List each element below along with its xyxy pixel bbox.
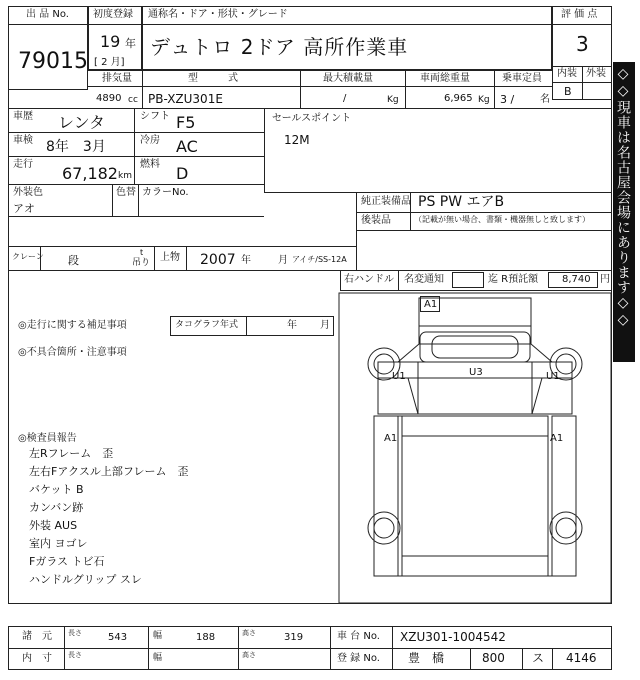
recycle-amount: 8,740 [562,274,591,285]
ac: AC [176,137,198,156]
inspection: 8年 3月 [46,139,106,155]
score-value: 3 [576,32,589,56]
oem-equipment-label: 純正装備品 [361,196,411,207]
damage-mark: U1 [392,371,406,382]
length-label: 長さ [68,629,82,637]
damage-mark: A1 [384,433,398,444]
interior-dims-label: 内 寸 [22,653,52,664]
damage-mark: U1 [546,371,560,382]
tachograph-label: タコグラフ年式 [175,320,239,330]
history: レンタ [58,113,105,132]
model-label: 通称名・ドア・形状・グレード [148,9,288,20]
registration-label: 登 録 No. [337,653,380,664]
fuel-label: 燃料 [140,159,160,170]
vehicle-diagram [338,292,612,604]
reg-month: [ 2 月] [94,57,125,68]
crane-stage: 段 [68,254,79,267]
dimensions-label: 諸 元 [22,631,52,642]
lot-number: 79015 [18,49,88,74]
mileage: 67,182 [62,164,118,183]
report-line: カンバン跡 [29,501,84,514]
registration-class: 800 [482,651,505,665]
yen-unit: 円 [600,274,610,285]
exterior-grade-label: 外装 [586,68,606,79]
interior-length-label: 長さ [68,651,82,659]
damage-mark: A1 [550,433,564,444]
recycle-label: 迄 R預託額 [488,274,539,285]
max-load-label: 最大積載量 [323,73,373,84]
first-reg-label: 初度登録 [93,9,133,20]
lift-year: 2007 [200,252,236,268]
crane-hang: 吊り [132,258,151,268]
sales-point-label: セールスポイント [272,113,352,124]
height-label: 高さ [242,629,256,637]
registration-kana: ス [532,651,545,665]
mileage-unit: km [118,171,132,181]
name-change-label: 名変通知 [404,274,444,285]
lot-label: 出 品 No. [26,9,69,20]
lift-month-unit: 月 [278,255,288,266]
driving-notes-label: ◎走行に関する補足事項 [18,320,127,331]
ac-label: 冷房 [140,135,160,146]
report-line: 左Rフレーム 歪 [29,447,114,460]
crane-label: クレーン [12,252,44,261]
damage-mark: U3 [469,367,483,378]
report-line: 室内 ヨゴレ [29,537,88,550]
report-line: Fガラス トビ石 [29,555,105,568]
report-line: 外装 AUS [29,519,78,532]
aftermarket-label: 後装品 [361,215,391,226]
chassis-label: 車 台 No. [337,631,380,642]
history-label: 車歴 [13,111,33,122]
width-value: 188 [196,632,216,643]
tachograph-month-unit: 月 [320,320,330,331]
shift-label: シフト [140,111,170,122]
gross-weight-label: 車両総重量 [420,73,470,84]
interior-grade: B [564,85,572,98]
length-value: 543 [108,632,128,643]
model-type: PB-XZU301E [148,92,223,106]
registration-number: 4146 [566,651,597,665]
height-value: 319 [284,632,304,643]
max-load: / [343,93,347,104]
location-banner-text: ◇◇現車は名古屋会場にあります◇◇ [615,66,631,329]
lift-model: アイチ/SS-12A [292,255,347,264]
sales-point: 12M [284,133,310,147]
type-label: 型 式 [188,73,238,84]
lift-year-unit: 年 [241,255,251,266]
defects-label: ◎不具合箇所・注意事項 [18,347,127,358]
reg-year-unit: 年 [125,37,136,50]
score-label: 評 価 点 [561,9,598,20]
tachograph-year-unit: 年 [287,320,297,331]
inspection-label: 車検 [13,135,33,146]
aftermarket-note: （記載が無い場合、書類・機器無しと致します） [414,215,590,224]
capacity-label: 乗車定員 [502,73,542,84]
report-line: ハンドルグリップ スレ [29,573,142,586]
fuel: D [176,164,189,183]
displacement: 4890 [96,93,122,104]
registration-region: 豊 橋 [408,651,445,665]
shift: F5 [176,113,196,132]
capacity: 3 / [500,93,515,106]
interior-grade-label: 内装 [557,68,577,79]
exterior-color: アオ [13,202,35,215]
model-name: デュトロ 2ドア 高所作業車 [150,35,409,59]
lift-label: 上物 [160,252,180,263]
right-handle: 右ハンドル [344,274,394,285]
report-line: バケット B [29,483,84,496]
max-load-unit: Kg [387,95,399,105]
chassis-number: XZU301-1004542 [400,630,506,644]
color-change-label: カラーNo. [142,187,189,198]
name-change-box [452,272,484,288]
mileage-label: 走行 [13,159,33,170]
oem-equipment: PS PW エアB [418,194,505,210]
width-label: 幅 [153,631,163,641]
gross-weight: 6,965 [444,93,473,104]
cc-unit: cc [128,95,138,105]
capacity-unit: 名 [540,94,550,105]
report-line: 左右Fアクスル上部フレーム 歪 [29,465,189,478]
reg-year: 19 [100,32,121,51]
interior-width-label: 幅 [153,653,163,663]
crane-ton: t [140,248,144,257]
displacement-label: 排気量 [102,73,132,84]
repaint-label: 色替 [116,187,136,198]
gross-weight-unit: Kg [478,95,490,105]
exterior-color-label: 外装色 [13,187,43,198]
interior-height-label: 高さ [242,651,256,659]
inspector-report-label: ◎検査員報告 [18,433,77,444]
damage-mark: A1 [424,299,438,310]
